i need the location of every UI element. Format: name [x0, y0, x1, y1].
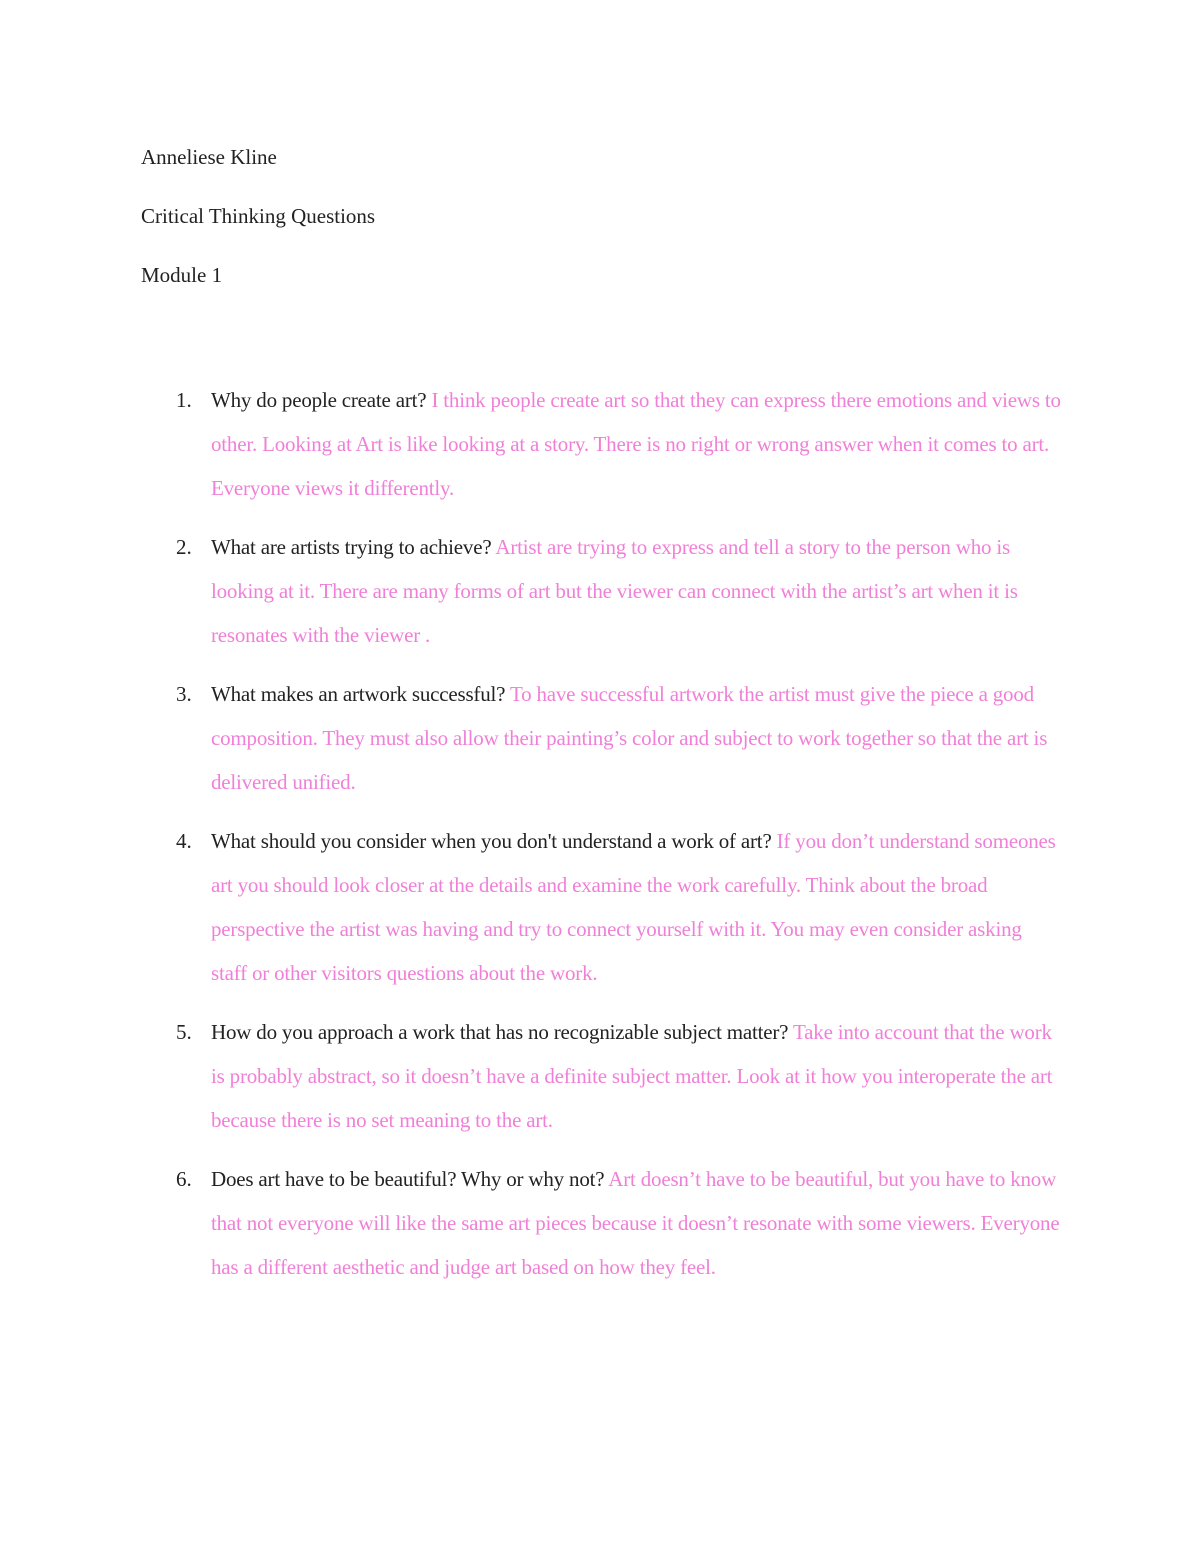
answer-text: Artist are trying to express and tell a story to the person who is looking at it. There are many forms of art but the viewer can connect with the artist’s art when it is resonates with the viewer .	[211, 535, 1018, 647]
question-text: How do you approach a work that has no recognizable subject matter?	[211, 1020, 789, 1044]
answer-text: To have successful artwork the artist must give the piece a good composition. They must also allow their painting’s color and subject to work together so that the art is delivered unified.	[211, 682, 1048, 794]
item-text	[211, 1157, 1061, 1289]
question-text: Does art have to be beautiful? Why or why not?	[211, 1167, 605, 1191]
answer-text: If you don’t understand someones art you should look closer at the details and examine the work carefully. Think about the broad perspective the artist was having and try to connect yourself with it. You may even consider asking staff or other visitors questions about the work.	[211, 829, 1056, 985]
list-item	[0, 819, 1200, 995]
list-item	[0, 1010, 1200, 1142]
document-title: Critical Thinking Questions	[141, 204, 376, 228]
item-text	[211, 1010, 1061, 1142]
item-text	[211, 525, 1061, 657]
answer-text: I think people create art so that they can express there emotions and views to other. Looking at Art is like looking at a story. There is no right or wrong answer when it comes to art. Everyone views it differently.	[211, 388, 1061, 500]
question-text: What makes an artwork successful?	[211, 682, 506, 706]
answer-text: Art doesn’t have to be beautiful, but you have to know that not everyone will like the same art pieces because it doesn’t resonate with some viewers. Everyone has a different aesthetic and judge art based on how they feel.	[211, 1167, 1060, 1279]
answer-text: Take into account that the work is probably abstract, so it doesn’t have a definite subject matter. Look at it how you interoperate the art because there is no set meaning to the art.	[211, 1020, 1053, 1132]
author-name: Anneliese Kline	[141, 145, 277, 169]
question-text: What are artists trying to achieve?	[211, 535, 492, 559]
item-number: 1.	[176, 388, 192, 412]
list-item	[0, 1157, 1200, 1289]
item-number: 4.	[176, 829, 192, 853]
item-text	[211, 819, 1061, 995]
list-item	[0, 378, 1200, 510]
item-text	[211, 378, 1061, 510]
item-number: 6.	[176, 1167, 192, 1191]
item-number: 3.	[176, 682, 192, 706]
item-number: 5.	[176, 1020, 192, 1044]
question-text: What should you consider when you don't understand a work of art?	[211, 829, 772, 853]
item-text	[211, 672, 1061, 804]
list-item	[0, 525, 1200, 657]
question-text: Why do people create art?	[211, 388, 427, 412]
item-number: 2.	[176, 535, 192, 559]
list-item	[0, 672, 1200, 804]
question-list	[0, 378, 1200, 1304]
module-label: Module 1	[141, 263, 223, 287]
